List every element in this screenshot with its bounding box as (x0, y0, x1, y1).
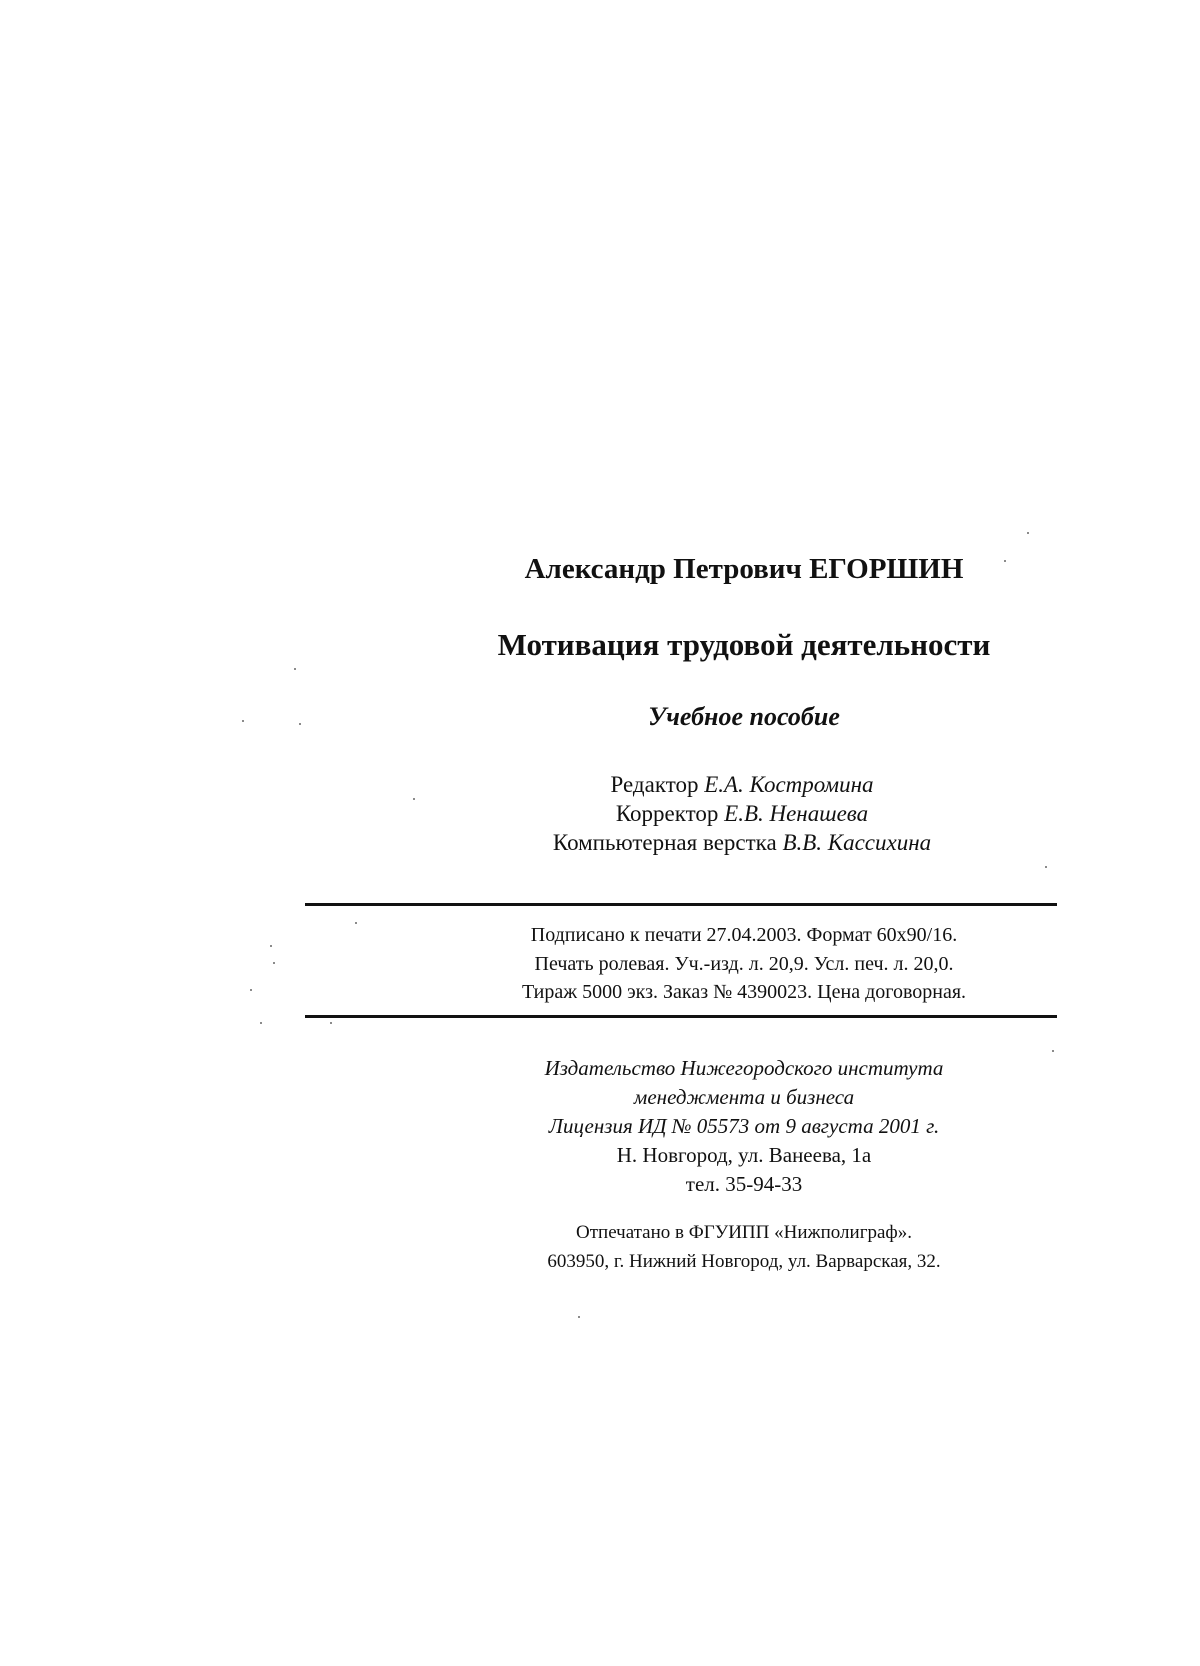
scan-speck (330, 1022, 332, 1024)
print-info-line: Тираж 5000 экз. Заказ № 4390023. Цена договорная. (521, 981, 967, 1003)
scan-speck (273, 962, 275, 964)
scan-speck (299, 723, 301, 725)
publisher-address: Н. Новгород, ул. Ванеева, 1а (616, 1143, 872, 1167)
credit-person: Е.В. Ненашева (724, 801, 869, 826)
credit-role: Корректор (615, 801, 719, 826)
scan-speck (242, 720, 244, 722)
publisher-license: Лицензия ИД № 05573 от 9 августа 2001 г. (548, 1114, 940, 1138)
book-title: Мотивация трудовой деятельности (497, 627, 991, 662)
scan-speck (250, 989, 252, 991)
book-subtitle: Учебное пособие (648, 702, 840, 731)
credit-person: В.В. Кассихина (782, 830, 932, 855)
credit-layout (142, 830, 1200, 856)
scan-speck (1052, 1050, 1054, 1052)
divider-bottom (305, 1015, 1057, 1018)
credit-person: Е.А. Костромина (704, 772, 874, 797)
printer-name: Отпечатано в ФГУИПП «Нижполиграф». (576, 1222, 912, 1243)
scan-speck (1027, 532, 1029, 534)
credit-role: Редактор (610, 772, 699, 797)
scan-speck (270, 945, 272, 947)
publisher-name-cont: менеджмента и бизнеса (633, 1085, 855, 1109)
scan-speck (1045, 866, 1047, 868)
credit-proofreader (142, 801, 1200, 827)
publisher-phone: тел. 35-94-33 (685, 1172, 803, 1196)
print-info-line: Подписано к печати 27.04.2003. Формат 60х90/16. (530, 924, 958, 946)
credit-editor (142, 772, 1200, 798)
author-name: Александр Петрович ЕГОРШИН (524, 553, 964, 585)
scan-speck (294, 668, 296, 670)
scan-speck (578, 1316, 580, 1318)
printer-address: 603950, г. Нижний Новгород, ул. Варварская, 32. (547, 1251, 941, 1272)
publisher-name: Издательство Нижегородского института (544, 1056, 944, 1080)
scan-speck (413, 798, 415, 800)
scan-speck (260, 1022, 262, 1024)
print-info-line: Печать ролевая. Уч.-изд. л. 20,9. Усл. печ. л. 20,0. (534, 953, 954, 975)
scan-speck (1004, 560, 1006, 562)
divider-top (305, 903, 1057, 906)
credit-role: Компьютерная верстка (552, 830, 777, 855)
scan-speck (355, 922, 357, 924)
